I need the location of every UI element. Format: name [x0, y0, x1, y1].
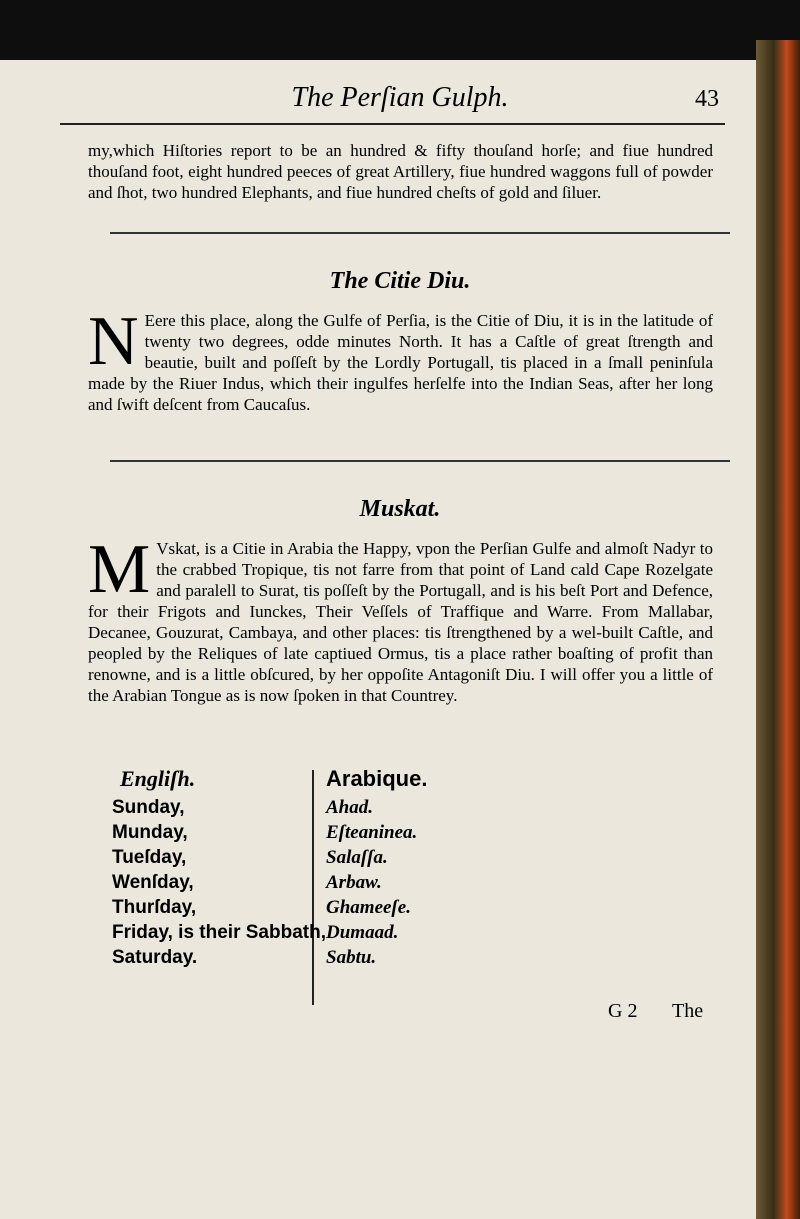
arabic-column-header: Arabique.	[326, 766, 428, 791]
paragraph-continuation: my,which Hiſtories report to be an hundred & fifty thouſand horſe; and fiue hundred thouſand foot, eight hundred peeces of great Artillery, fiue hundred waggons full of powder and ſhot, two hundred Elephants, and fiue hundred cheſts of gold and ſiluer.	[88, 141, 713, 202]
book-edge	[756, 40, 800, 1219]
table-row: Saturday.	[112, 947, 198, 968]
section-text: Vskat, is a Citie in Arabia the Happy, vpon the Perſian Gulfe and almoſt Nadyr to the crabbed Tropique, tis not farre from that point of Land cald Cape Rozelgate and paralell to Surat, tis poſſeſt by the Portugall, and is his beſt Port and Defence, for their Frigots and Iunckes, Their Veſſels of Traffique and Warre. From Mallabar, Decanee, Gouzurat, Cambaya, and other places: tis ſtrengthened by a wel-built Caſtle, and peopled by the Reliques of late captiued Ormus, tis a place rather boaſting of profit than renowne, and is a little obſcured, by her oppoſite Antagoniſt Diu. I will offer you a little of the Arabian Tongue as is now ſpoken in that Countrey.	[88, 539, 713, 705]
section-divider	[110, 460, 730, 462]
table-row: Salaſſa.	[326, 847, 388, 868]
header-rule	[60, 123, 725, 125]
section-text: Eere this place, along the Gulfe of Perſia, is the Citie of Diu, it is in the latitude of twenty two degrees, odde minutes North. It has a Caſtle of great ſtrength and beautie, built and poſſeſt by the Lordly Portugall, tis placed in a ſmall peninſula made by the Riuer Indus, which their ingulfes herſelfe into the Indian Seas, after her long and ſwift deſcent from Caucaſus.	[88, 311, 713, 414]
signature-mark: G 2	[608, 1000, 638, 1022]
table-row: Munday,	[112, 822, 188, 843]
english-column-header: Engliſh.	[120, 766, 196, 791]
table-row: Dumaad.	[326, 922, 399, 943]
running-title: The Perſian Gulph.	[291, 82, 509, 113]
page-number: 43	[695, 86, 719, 112]
table-row: Arbaw.	[326, 872, 382, 893]
dropcap: M	[88, 531, 151, 608]
table-row: Ahad.	[326, 797, 373, 818]
table-row: Sunday,	[112, 797, 185, 818]
table-row: Tueſday,	[112, 847, 187, 868]
dropcap: N	[88, 303, 139, 380]
table-row: Sabtu.	[326, 947, 377, 968]
section-body-muskat	[88, 531, 713, 706]
table-row: Wenſday,	[112, 872, 194, 893]
section-divider	[110, 232, 730, 234]
section-title-diu: The Citie Diu.	[329, 268, 471, 294]
arabic-day-list	[326, 795, 417, 970]
scan-border	[0, 0, 800, 60]
table-row: Ghameeſe.	[326, 897, 411, 918]
table-row: Friday, is their Sabbath,	[112, 922, 326, 943]
english-day-list	[112, 795, 326, 970]
section-body-diu	[88, 303, 713, 415]
section-title-muskat: Muskat.	[359, 496, 441, 522]
table-row: Thurſday,	[112, 897, 197, 918]
table-row: Eſteaninea.	[326, 822, 418, 843]
catchword: The	[672, 1000, 704, 1022]
